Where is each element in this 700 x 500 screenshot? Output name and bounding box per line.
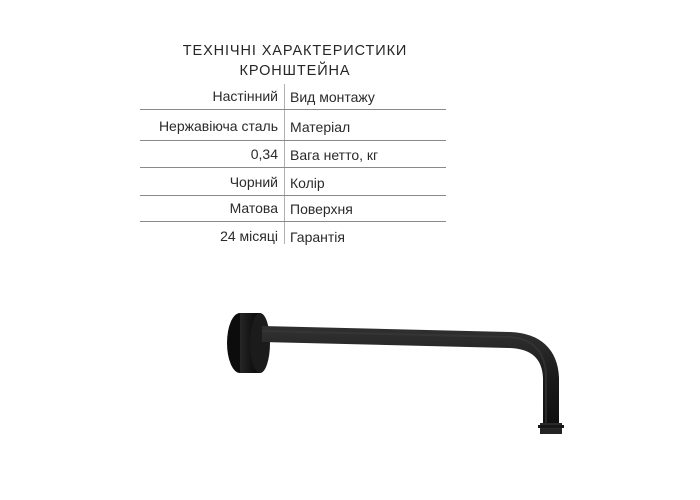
spec-value: Настінний: [212, 88, 278, 104]
arm-pipe: [262, 334, 551, 425]
spec-label: Колір: [290, 175, 325, 191]
title-line-2: КРОНШТЕЙНА: [239, 63, 351, 79]
spec-value: 0,34: [250, 146, 278, 162]
spec-value: Нержавіюча сталь: [158, 118, 278, 134]
spec-value: 24 місяці: [220, 228, 278, 244]
spec-label: Поверхня: [290, 201, 353, 217]
spec-value: Матова: [229, 200, 278, 216]
spec-label: Гарантія: [290, 229, 345, 245]
spec-label: Матеріал: [290, 119, 351, 135]
wall-flange: [227, 313, 270, 373]
thread-nipple: [538, 423, 564, 434]
spec-label: Вага нетто, кг: [290, 147, 379, 163]
title-line-1: ТЕХНІЧНІ ХАРАКТЕРИСТИКИ: [182, 43, 408, 59]
spec-value: Чорний: [229, 174, 278, 190]
spec-label: Вид монтажу: [290, 89, 375, 105]
